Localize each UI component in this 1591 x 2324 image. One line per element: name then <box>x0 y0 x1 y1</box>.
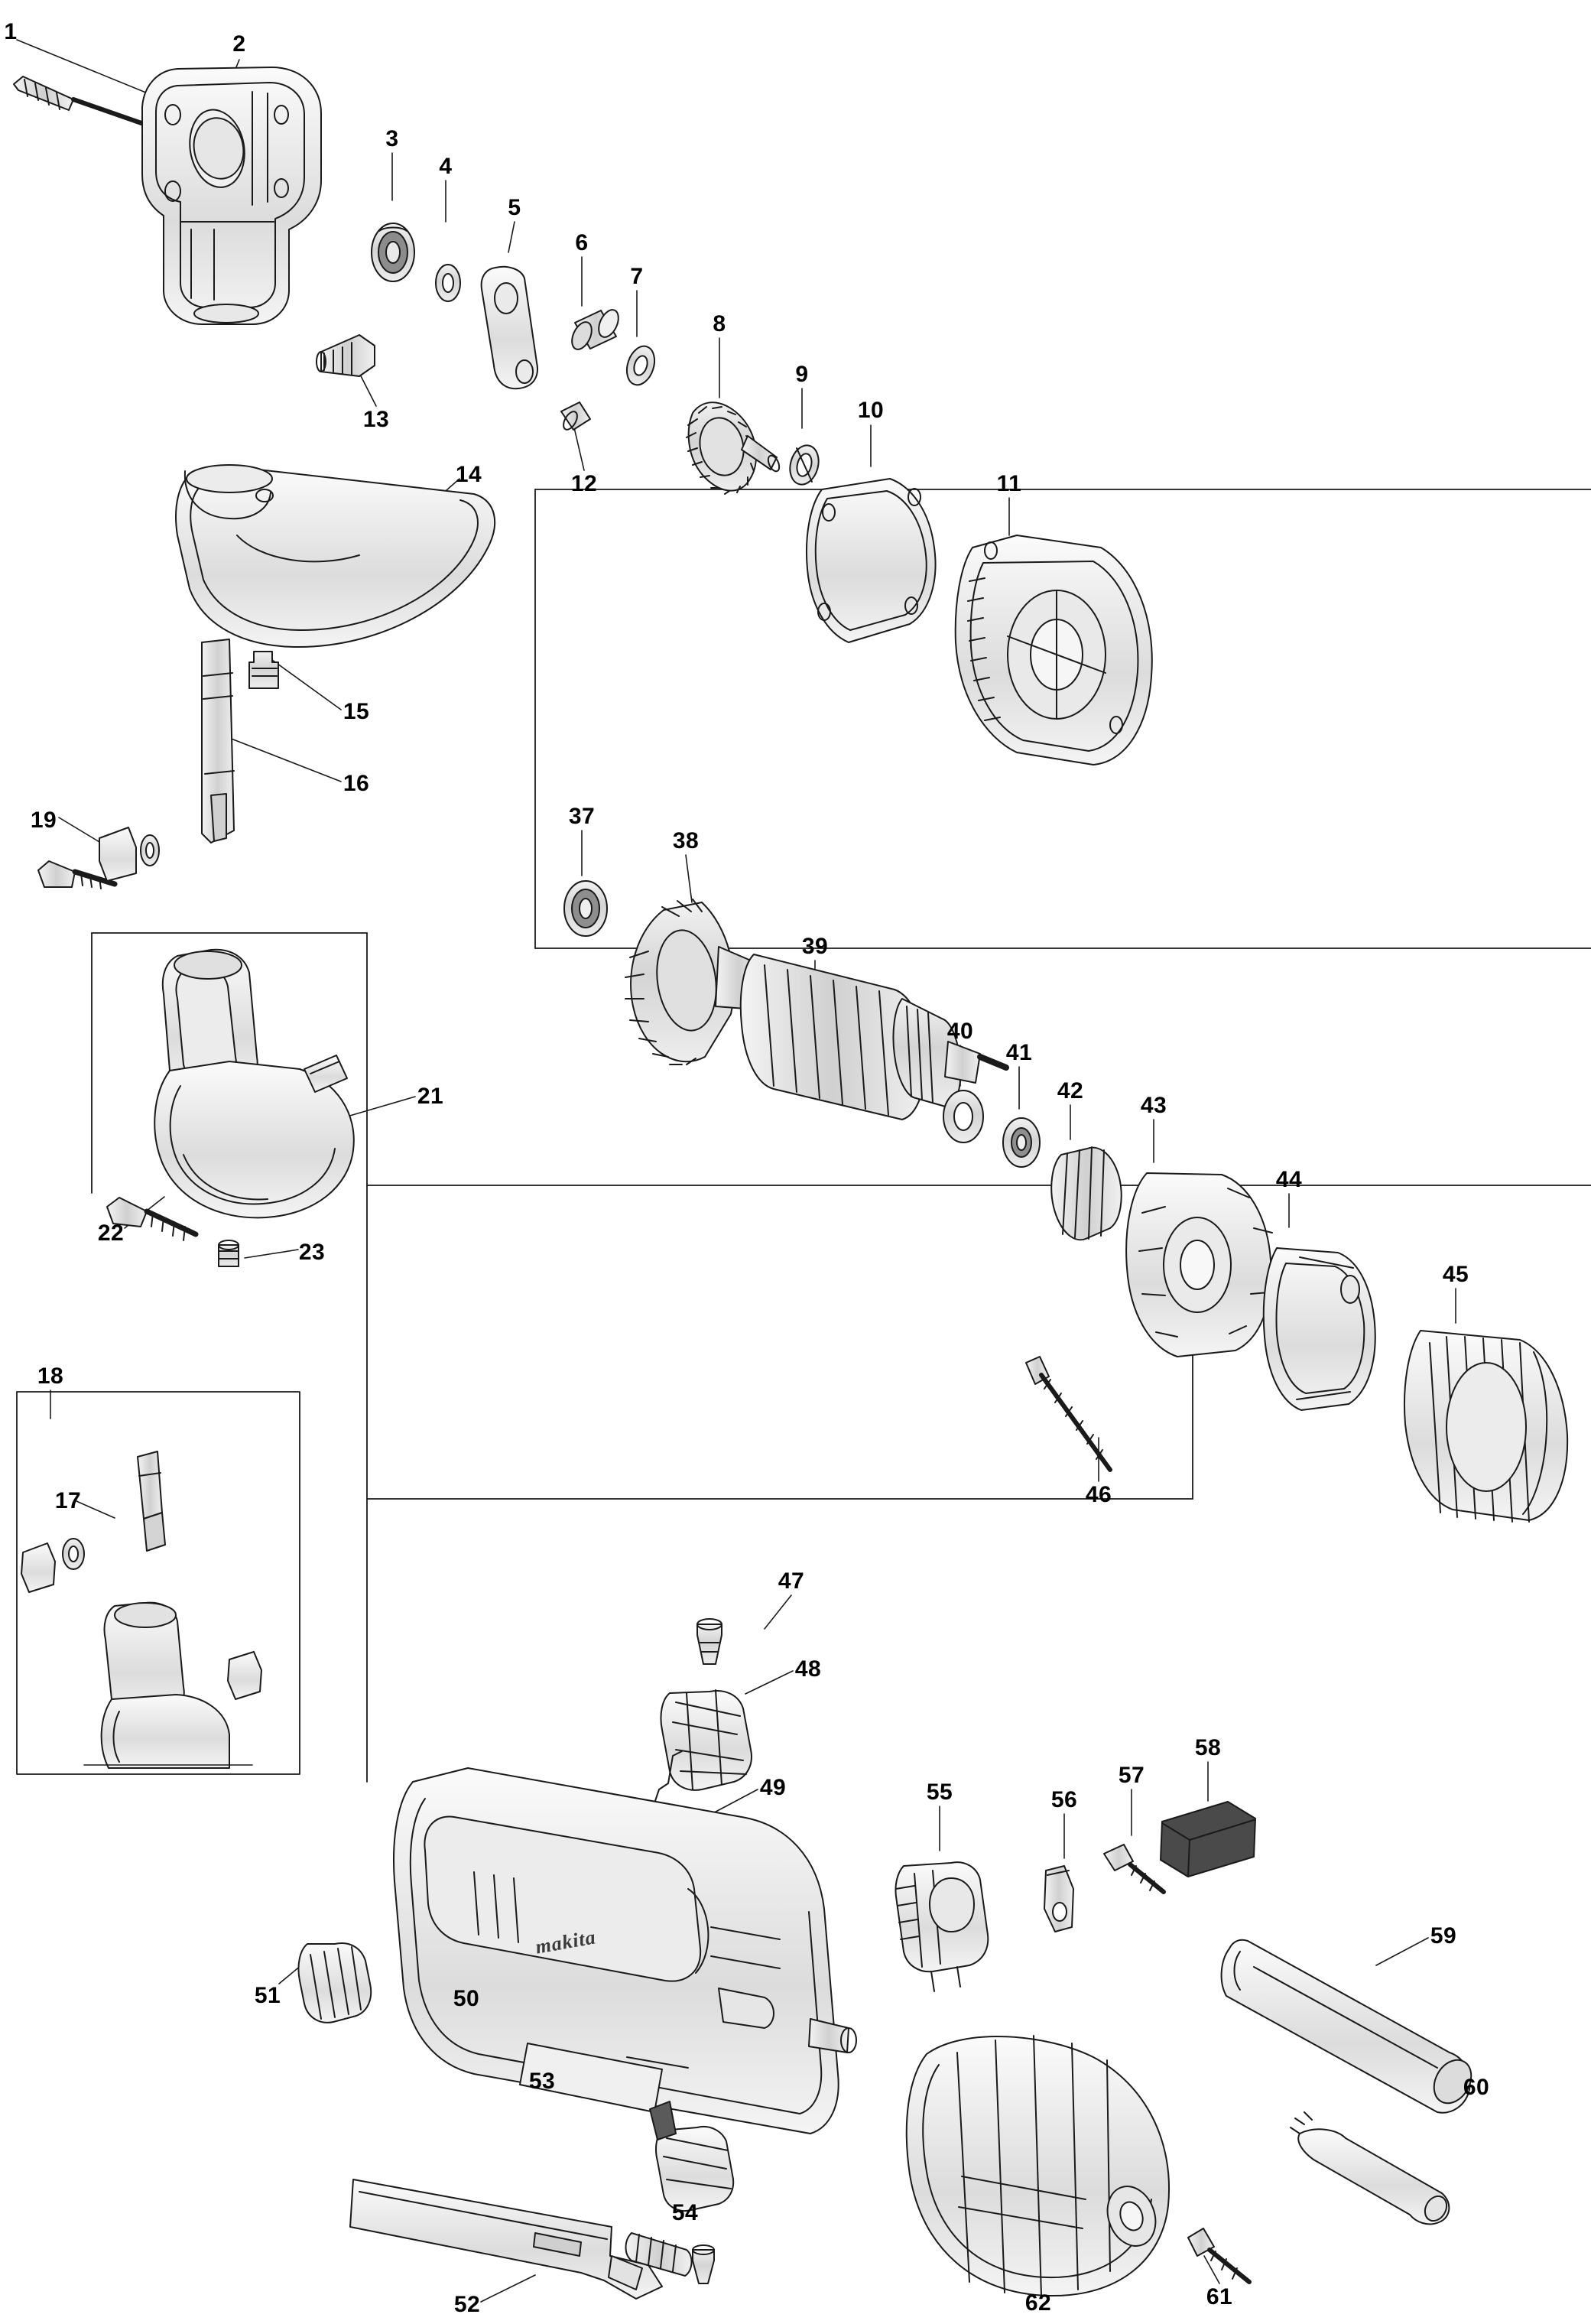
callout-51: 51 <box>254 1983 281 2008</box>
callout-21: 21 <box>417 1084 444 1109</box>
callout-19: 19 <box>30 808 57 833</box>
callout-41: 41 <box>1005 1040 1033 1065</box>
callout-16: 16 <box>343 771 370 796</box>
callout-13: 13 <box>362 407 390 432</box>
callout-44: 44 <box>1275 1167 1303 1192</box>
callout-22: 22 <box>97 1221 125 1246</box>
callout-7: 7 <box>630 264 644 289</box>
callout-46: 46 <box>1085 1482 1112 1507</box>
callout-23: 23 <box>298 1240 326 1265</box>
callout-54: 54 <box>671 2200 699 2225</box>
callout-17: 17 <box>54 1488 82 1513</box>
callout-43: 43 <box>1140 1093 1167 1118</box>
callout-52: 52 <box>453 2292 481 2317</box>
callout-50: 50 <box>453 1986 480 2011</box>
callout-2: 2 <box>232 31 246 57</box>
callout-60: 60 <box>1463 2075 1490 2100</box>
callout-3: 3 <box>385 126 399 151</box>
callout-18: 18 <box>37 1364 64 1389</box>
callout-47: 47 <box>778 1568 805 1594</box>
callout-42: 42 <box>1057 1078 1084 1103</box>
callout-14: 14 <box>455 462 482 487</box>
callout-40: 40 <box>946 1019 974 1044</box>
callout-38: 38 <box>672 828 700 853</box>
callout-12: 12 <box>570 471 598 496</box>
callout-49: 49 <box>759 1775 787 1800</box>
callout-6: 6 <box>575 230 589 255</box>
callout-61: 61 <box>1206 2284 1233 2309</box>
callout-48: 48 <box>794 1656 822 1682</box>
makita-brand-mark: makita <box>534 1926 598 1958</box>
callout-15: 15 <box>343 699 370 724</box>
callout-59: 59 <box>1430 1923 1457 1949</box>
callout-37: 37 <box>568 804 596 829</box>
callout-53: 53 <box>528 2069 556 2094</box>
callout-45: 45 <box>1442 1262 1469 1287</box>
callout-55: 55 <box>926 1780 953 1805</box>
callout-58: 58 <box>1194 1735 1222 1760</box>
callout-1: 1 <box>4 19 18 44</box>
callout-39: 39 <box>801 934 829 959</box>
callout-5: 5 <box>508 195 521 220</box>
callout-57: 57 <box>1118 1763 1145 1788</box>
callout-56: 56 <box>1050 1787 1078 1812</box>
callout-4: 4 <box>439 154 453 179</box>
callout-10: 10 <box>857 398 885 423</box>
callout-9: 9 <box>795 362 809 387</box>
callout-11: 11 <box>996 471 1022 496</box>
callout-8: 8 <box>713 311 726 336</box>
callout-62: 62 <box>1024 2290 1052 2316</box>
